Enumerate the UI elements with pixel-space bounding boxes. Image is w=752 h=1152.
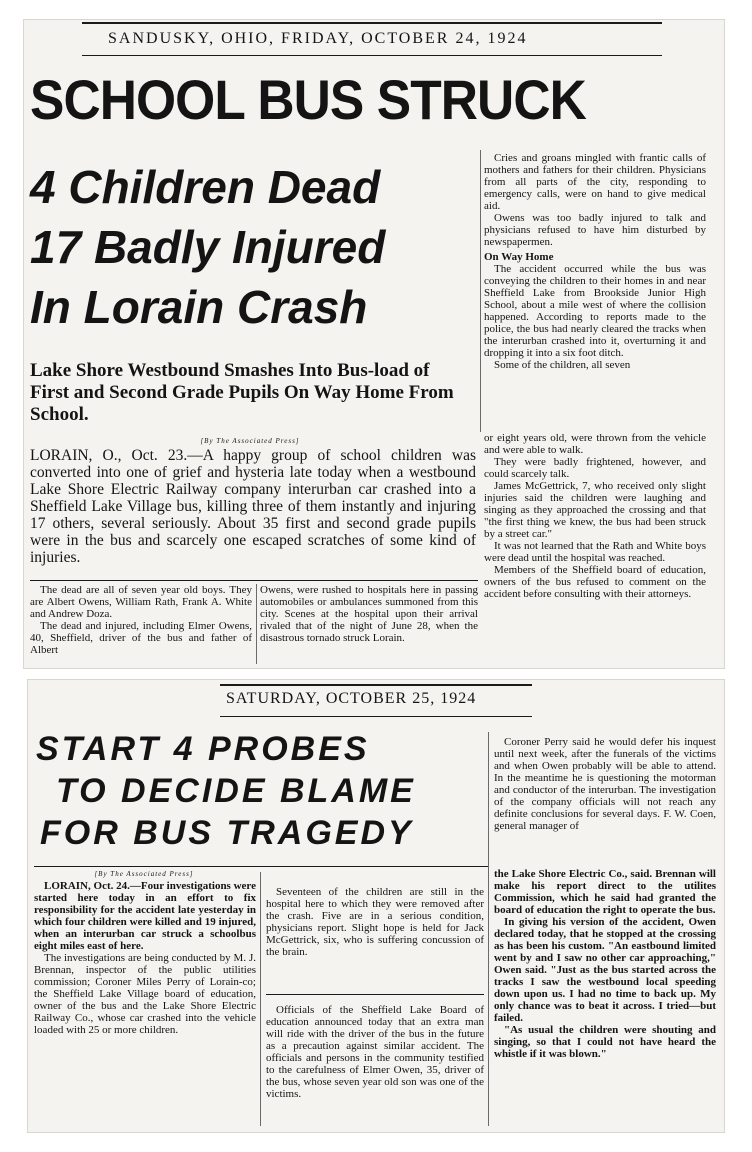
story2-credit: [By The Associated Press] xyxy=(94,870,194,878)
paragraph: Members of the Sheffield board of education, owners of the bus refused to comment on the accident before consulting with their attorneys. xyxy=(484,564,706,600)
headline-line-3: In Lorain Crash xyxy=(30,281,368,333)
paragraph: Some of the children, all seven xyxy=(494,359,631,371)
story2-body-rule xyxy=(34,866,488,867)
story1-right-column-a xyxy=(484,152,706,371)
paragraph: LORAIN, Oct. 24.—Four investigations were started here today in an effort to fix responsibility for the accident late yesterday in which four children were killed and 19 injured, when an interurban car struck a schoolbus eight miles east of here. xyxy=(34,880,256,952)
paragraph: Seventeen of the children are still in the hospital here to which they were removed after the crash. Five are in a serious condition, physicians report. Slight hope is held for Jack McGettrick, six, who is suffering concussion of the brain. xyxy=(266,886,484,958)
story1-lead-paragraph: LORAIN, O., Oct. 23.—A happy group of school children was converted into one of grief and hysteria late today when a westbound Lake Shore Electric Railway company interurban car crashed into a Sheffield Lake Village bus, killing three of them instantly and injuring 17 others, several seriously. About 35 first and second grade pupils were in the bus and scarcely one escaped scratches of some kind of injuries. xyxy=(30,447,476,566)
story2-headline-line-2: TO DECIDE BLAME xyxy=(56,772,416,810)
story2-top-rule xyxy=(220,684,532,686)
paragraph: The dead are all of seven year old boys. They are Albert Owens, William Rath, Frank A. White and Andrew Doza. xyxy=(30,584,252,620)
story2-dateline: SATURDAY, OCTOBER 25, 1924 xyxy=(226,690,477,707)
paragraph: The investigations are being conducted by M. J. Brennan, inspector of the public utilities commission; Coroner Miles Perry of Lorain-co; the Sheffield Lake Village board of education, owner of the bus and the Lake Shore Electric Railway Co., whose car crashed into the vehicle loaded with 25 or more children. xyxy=(34,952,256,1036)
story1-credit: [By The Associated Press] xyxy=(200,437,300,445)
paragraph: Cries and groans mingled with frantic calls of mothers and fathers for their children. Physicians from all parts of the city, responding to emergency calls, were on hand to give medical aid. xyxy=(484,152,706,212)
story1-right-column-c xyxy=(484,432,706,600)
top-rule xyxy=(82,22,662,24)
paragraph: "As usual the children were shouting and singing, so that I could not have heard the whistle if it was blown." xyxy=(494,1024,716,1060)
column-divider xyxy=(480,150,481,432)
paragraph: Officials of the Sheffield Lake Board of education announced today that an extra man will ride with the driver of the bus in the future as a precaution against similar accident. The officials and persons in the community testified to the carefulness of Elmer Owen, 35, driver of the bus, whose seven year old son was one of the victims. xyxy=(266,1004,484,1100)
paragraph: Coroner Perry said he would defer his inquest until next week, after the funerals of the victims and when Owen probably will be able to attend. In the meantime he is questioning the motorman and conductor of the interurban. The investigation of the company officials will not reach any definite conclusions for several days. F. W. Coen, general manager of xyxy=(494,736,716,832)
column-divider xyxy=(260,872,261,1126)
paragraph: The dead and injured, including Elmer Owens, 40, Sheffield, driver of the bus and father of Albert xyxy=(30,620,252,656)
section-subhead: On Way Home xyxy=(484,251,554,263)
headline-line-2: 17 Badly Injured xyxy=(30,221,386,273)
story2-mid-rule xyxy=(266,994,484,995)
story1-bottom-middle-column xyxy=(260,584,478,644)
paragraph: the Lake Shore Electric Co., said. Brennan will make his report direct to the utilites Commission, which he said had granted the board of education the right to operate the bus. xyxy=(494,868,716,916)
paragraph: The accident occurred while the bus was conveying the children to their homes in and near Sheffield Lake from Brookside Junior High School, about a mile west of where the collision happened. According to reports made to the police, the bus had nearly cleared the tracks when the interurban crashed into it, overturning it and dropping it into a six foot ditch. xyxy=(484,263,706,359)
story2-right-column-bottom xyxy=(494,868,716,1060)
story2-headline-line-1: START 4 PROBES xyxy=(36,730,370,768)
story2-right-column-top xyxy=(494,736,716,832)
dateline-rule xyxy=(82,55,662,56)
paragraph: Owens, were rushed to hospitals here in passing automobiles or ambulances summoned from this city. Scenes at the hospital upon their arrival rivaled that of the night of June 28, when the disastrous tornado struck Lorain. xyxy=(260,584,478,644)
paragraph: They were badly frightened, however, and could scarcely talk. xyxy=(484,456,706,480)
story2-dateline-rule xyxy=(220,716,532,717)
banner-headline: SCHOOL BUS STRUCK xyxy=(30,68,586,131)
paragraph: In giving his version of the accident, Owen declared today, that he stopped at the crossing as has been his custom. "An eastbound limited went by and I saw no other car approaching," Owen said. "Just as the bus started across the tracks I saw the westbound local speeding down upon us. I had no time to back up. My only chance was to beat it across. I tried—but failed. xyxy=(494,916,716,1024)
story2-column-2a xyxy=(266,886,484,958)
paragraph: James McGettrick, 7, who received only slight injuries said the children were laughing and singing as they approached the crossing and that "the first thing we knew, the bus had been struck by a street car." xyxy=(484,480,706,540)
paragraph: or eight years old, were thrown from the vehicle and were able to walk. xyxy=(484,432,706,456)
lead-bottom-rule xyxy=(30,580,478,581)
story1-dateline: SANDUSKY, OHIO, FRIDAY, OCTOBER 24, 1924 xyxy=(108,30,528,47)
paragraph: It was not learned that the Rath and White boys were dead until the hospital was reached. xyxy=(484,540,706,564)
story2-headline-line-3: FOR BUS TRAGEDY xyxy=(40,814,414,852)
paragraph: Owens was too badly injured to talk and physicians refused to have him disturbed by newspapermen. xyxy=(484,212,706,248)
column-divider xyxy=(256,584,257,664)
column-divider xyxy=(488,732,489,1126)
story2-column-1 xyxy=(34,880,256,1036)
story2-column-2b xyxy=(266,1004,484,1100)
story1-bottom-left-column xyxy=(30,584,252,656)
headline-line-1: 4 Children Dead xyxy=(30,161,381,213)
story1-deck: Lake Shore Westbound Smashes Into Bus-load of First and Second Grade Pupils On Way Home From School. xyxy=(30,360,454,425)
